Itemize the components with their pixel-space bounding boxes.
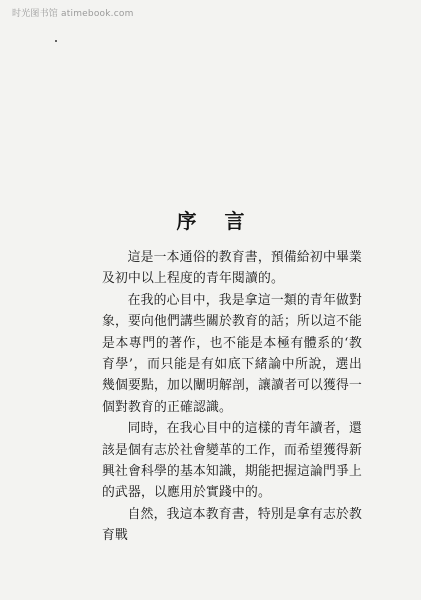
paragraph-3: 同時，在我心目中的這樣的青年讀者，還該是個有志於社會變革的工作，而希望獲得新興社會科學的基本知識，期能把握這論門爭上的武器，以應用於實踐中的。 bbox=[102, 421, 362, 501]
paragraph-1: 這是一本通俗的教育書，預備給初中畢業及初中以上程度的青年閱讀的。 bbox=[102, 250, 362, 287]
paragraph-4: 自然，我這本教育書，特別是拿有志於教育戰 bbox=[102, 506, 362, 544]
page-title: 序言 bbox=[176, 209, 273, 233]
scan-speck bbox=[55, 40, 57, 42]
paragraph-2: 在我的心目中，我是拿這一類的青年做對象，要向他們講些關於教育的話；所以這不能是本專門的著作，也不能是本極有體系的‘教育學’，而只能是有如底下緒論中所說，選出幾個要點，加以闡明解剖，讓讀者可以獲得一個對教育的正確認識。 bbox=[102, 292, 362, 415]
watermark-text: 时光图书馆 atimebook.com bbox=[12, 9, 134, 19]
preface-body bbox=[102, 247, 362, 547]
